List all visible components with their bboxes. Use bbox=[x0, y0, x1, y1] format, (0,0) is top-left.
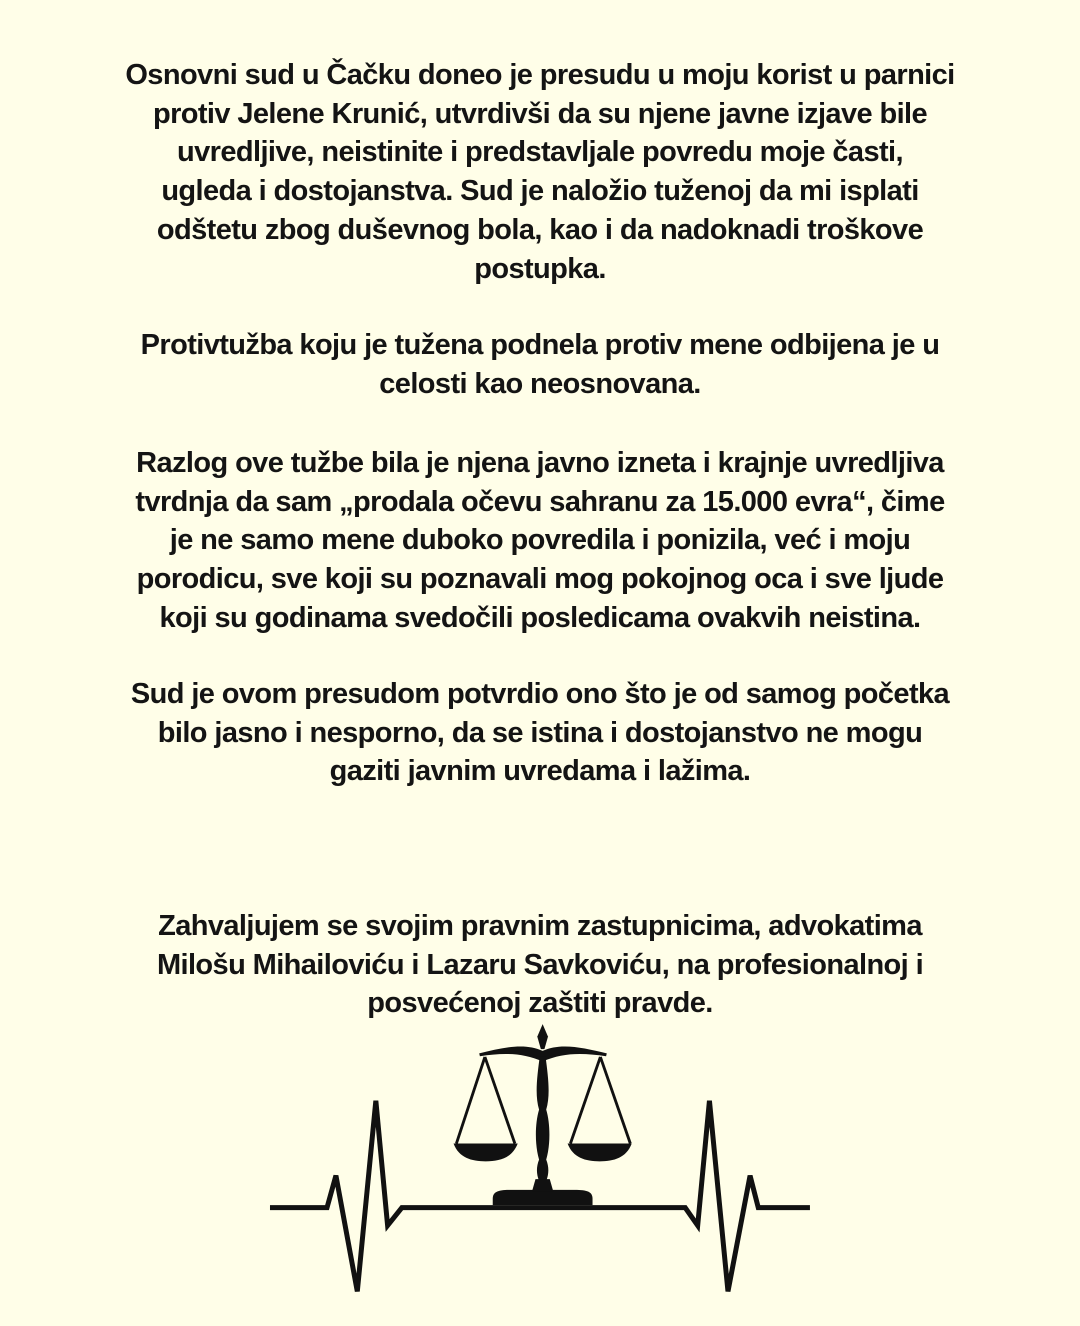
paragraph-confirmation bbox=[0, 675, 1080, 791]
scales-icon bbox=[454, 1024, 632, 1205]
text-line: Osnovni sud u Čačku doneo je presudu u moju korist u parnici bbox=[125, 59, 955, 91]
text-line: postupka. bbox=[474, 252, 606, 285]
text-line: koji su godinama svedočili posledicama ovakvih neistina. bbox=[159, 601, 921, 634]
text-line: Milošu Mihailoviću i Lazaru Savkoviću, na profesionalnoj i bbox=[156, 948, 924, 981]
text-line: protiv Jelene Krunić, utvrdivši da su njene javne izjave bile bbox=[152, 97, 928, 130]
text-line: gaziti javnim uvredama i lažima. bbox=[329, 755, 751, 788]
paragraph-reason bbox=[0, 444, 1080, 638]
text-line: Sud je ovom presudom potvrdio ono što je od samog početka bbox=[130, 678, 950, 710]
scales-of-justice-heartbeat-icon bbox=[261, 1017, 820, 1295]
text-line: ugleda i dostojanstva. Sud je naložio tuženoj da mi isplati bbox=[161, 175, 919, 208]
paragraph-verdict bbox=[0, 56, 1080, 288]
text-line: je ne samo mene duboko povredila i ponizila, već i moju bbox=[169, 524, 911, 557]
text-line: odštetu zbog duševnog bola, kao i da nadoknadi troškove bbox=[156, 213, 924, 246]
paragraph-thanks bbox=[0, 907, 1080, 1023]
text-line: tvrdnja da sam „prodala očevu sahranu za 15.000 evra“, čime bbox=[135, 485, 945, 518]
text-line: bilo jasno i nesporno, da se istina i dostojanstvo ne mogu bbox=[157, 716, 923, 749]
text-line: celosti kao neosnovana. bbox=[379, 367, 701, 400]
paragraph-counterclaim bbox=[0, 326, 1080, 403]
text-line: Protivtužba koju je tužena podnela protiv mene odbijena je u bbox=[140, 329, 940, 361]
text-line: Zahvaljujem se svojim pravnim zastupnicima, advokatima bbox=[158, 910, 922, 942]
text-line: porodicu, sve koji su poznavali mog pokojnog oca i sve ljude bbox=[136, 563, 944, 596]
text-line: Razlog ove tužbe bila je njena javno izneta i krajnje uvredljiva bbox=[136, 447, 944, 479]
text-line: uvredljive, neistinite i predstavljale povredu moje časti, bbox=[177, 136, 903, 169]
text-line: posvećenoj zaštiti pravde. bbox=[367, 987, 713, 1020]
